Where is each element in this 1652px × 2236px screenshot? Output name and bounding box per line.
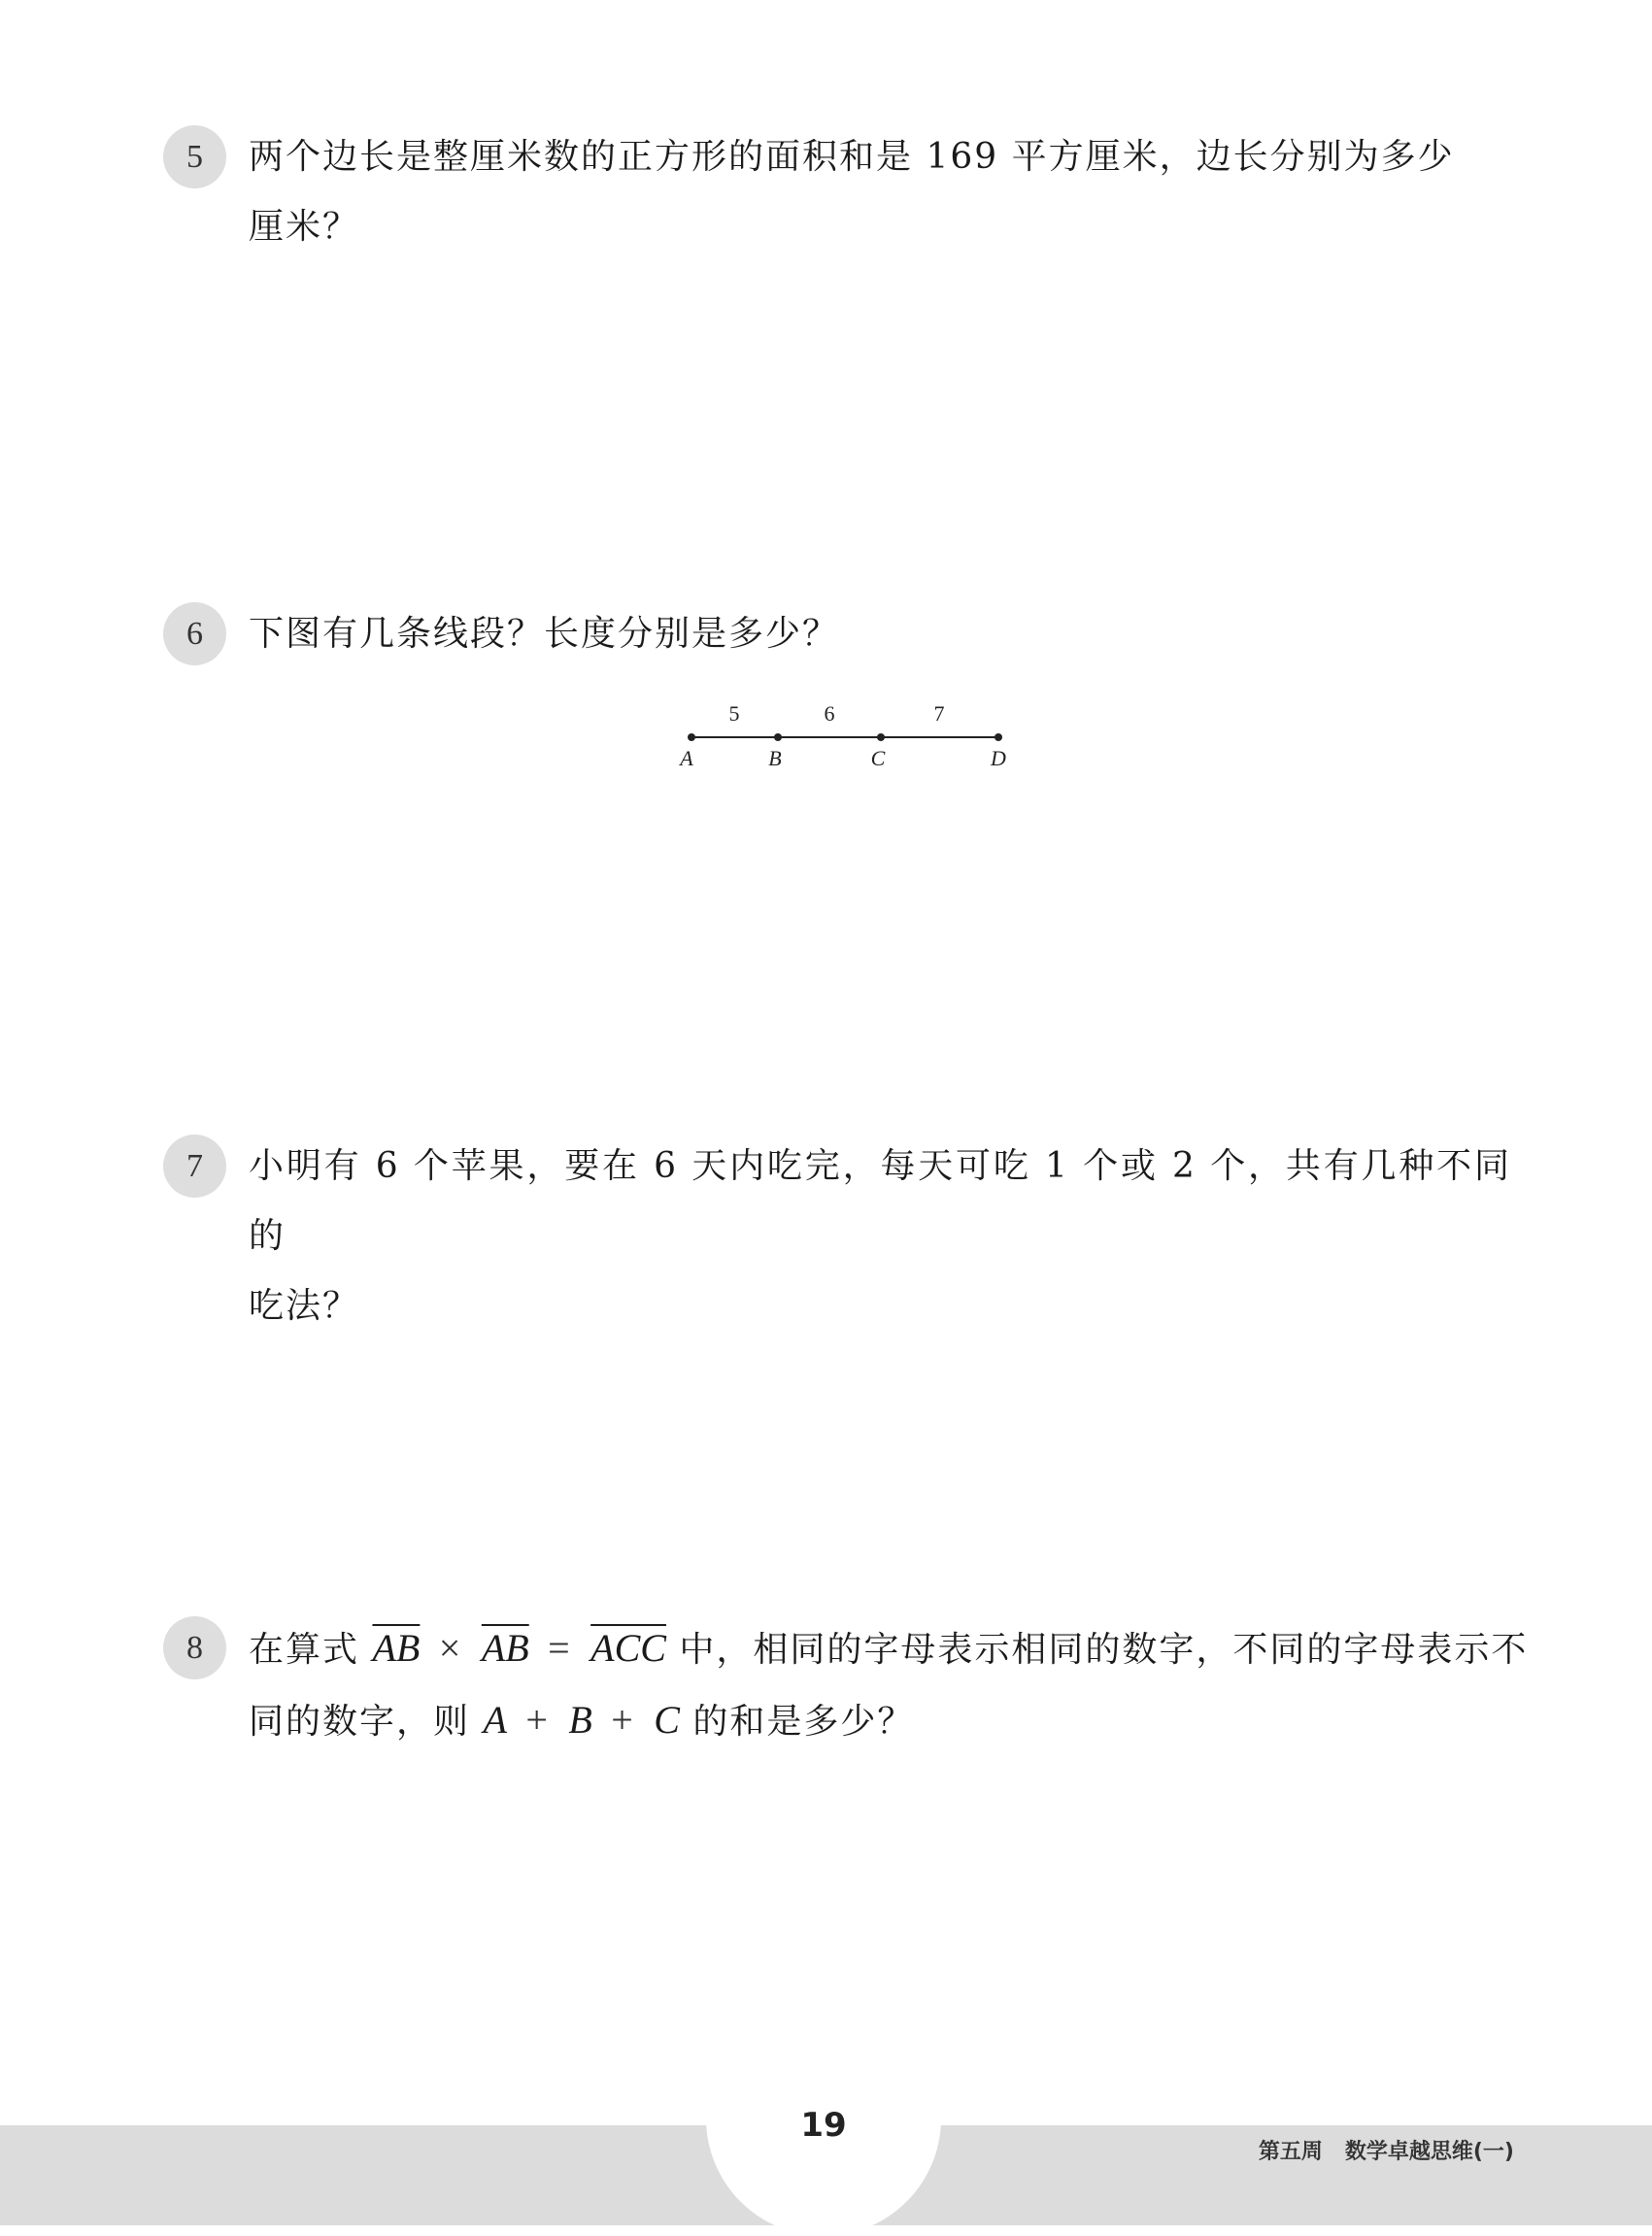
point-label-a: A bbox=[680, 746, 693, 770]
math-var-a: A bbox=[483, 1698, 507, 1742]
line-segment-figure bbox=[670, 692, 1020, 789]
point-c-dot bbox=[877, 733, 885, 741]
footer-book-title: 数学卓越思维(一) bbox=[1344, 2140, 1514, 2164]
footer-caption bbox=[1259, 2135, 1514, 2165]
problem-line: 下图有几条线段？长度分别是多少？ bbox=[249, 614, 840, 654]
problem-text bbox=[249, 122, 1511, 262]
problem-number-badge: 7 bbox=[163, 1135, 226, 1198]
equals-symbol: = bbox=[548, 1626, 572, 1670]
plus-symbol: + bbox=[611, 1698, 635, 1742]
point-b-dot bbox=[774, 733, 782, 741]
problem-text bbox=[249, 1132, 1511, 1341]
plus-symbol: + bbox=[525, 1698, 550, 1742]
math-ab-overline: $\overline{AB}$ bbox=[372, 1626, 421, 1670]
point-label-b: B bbox=[768, 746, 782, 770]
problem-line: 吃法？ bbox=[249, 1286, 360, 1326]
problem-text bbox=[249, 599, 1511, 669]
point-label-c: C bbox=[870, 746, 886, 770]
text-segment: 中，相同的字母表示相同的数字，不同的字母表示不 bbox=[679, 1630, 1529, 1670]
page-number: 19 bbox=[800, 2106, 847, 2145]
length-label-ab: 5 bbox=[728, 701, 740, 726]
problem-number-badge: 6 bbox=[163, 602, 226, 665]
point-label-d: D bbox=[991, 746, 1006, 770]
length-label-cd: 7 bbox=[933, 701, 945, 726]
problem-line bbox=[249, 1685, 1511, 1757]
problem-line bbox=[249, 1613, 1529, 1685]
length-label-bc: 6 bbox=[824, 701, 835, 726]
problem-number-badge: 8 bbox=[163, 1616, 226, 1679]
times-symbol: × bbox=[438, 1626, 463, 1670]
math-ab-overline: $\overline{AB}$ bbox=[481, 1626, 529, 1670]
math-var-c: C bbox=[654, 1698, 680, 1742]
point-a-dot bbox=[688, 733, 695, 741]
problem-line: 小明有 6 个苹果，要在 6 天内吃完，每天可吃 1 个或 2 个，共有几种不同的 bbox=[249, 1146, 1511, 1256]
text-segment: 同的数字，则 bbox=[249, 1702, 471, 1742]
footer-week: 第五周 bbox=[1258, 2140, 1323, 2164]
text-segment: 的和是多少？ bbox=[692, 1702, 915, 1742]
problem-line: 两个边长是整厘米数的正方形的面积和是 169 平方厘米，边长分别为多少 bbox=[249, 137, 1455, 177]
problem-line: 厘米？ bbox=[249, 207, 360, 247]
problem-text bbox=[249, 1613, 1529, 1757]
text-segment: 在算式 bbox=[249, 1630, 360, 1670]
math-var-b: B bbox=[568, 1698, 592, 1742]
point-d-dot bbox=[995, 733, 1002, 741]
problem-number-badge: 5 bbox=[163, 125, 226, 188]
math-acc-overline: $\overline{ACC}$ bbox=[590, 1626, 666, 1670]
